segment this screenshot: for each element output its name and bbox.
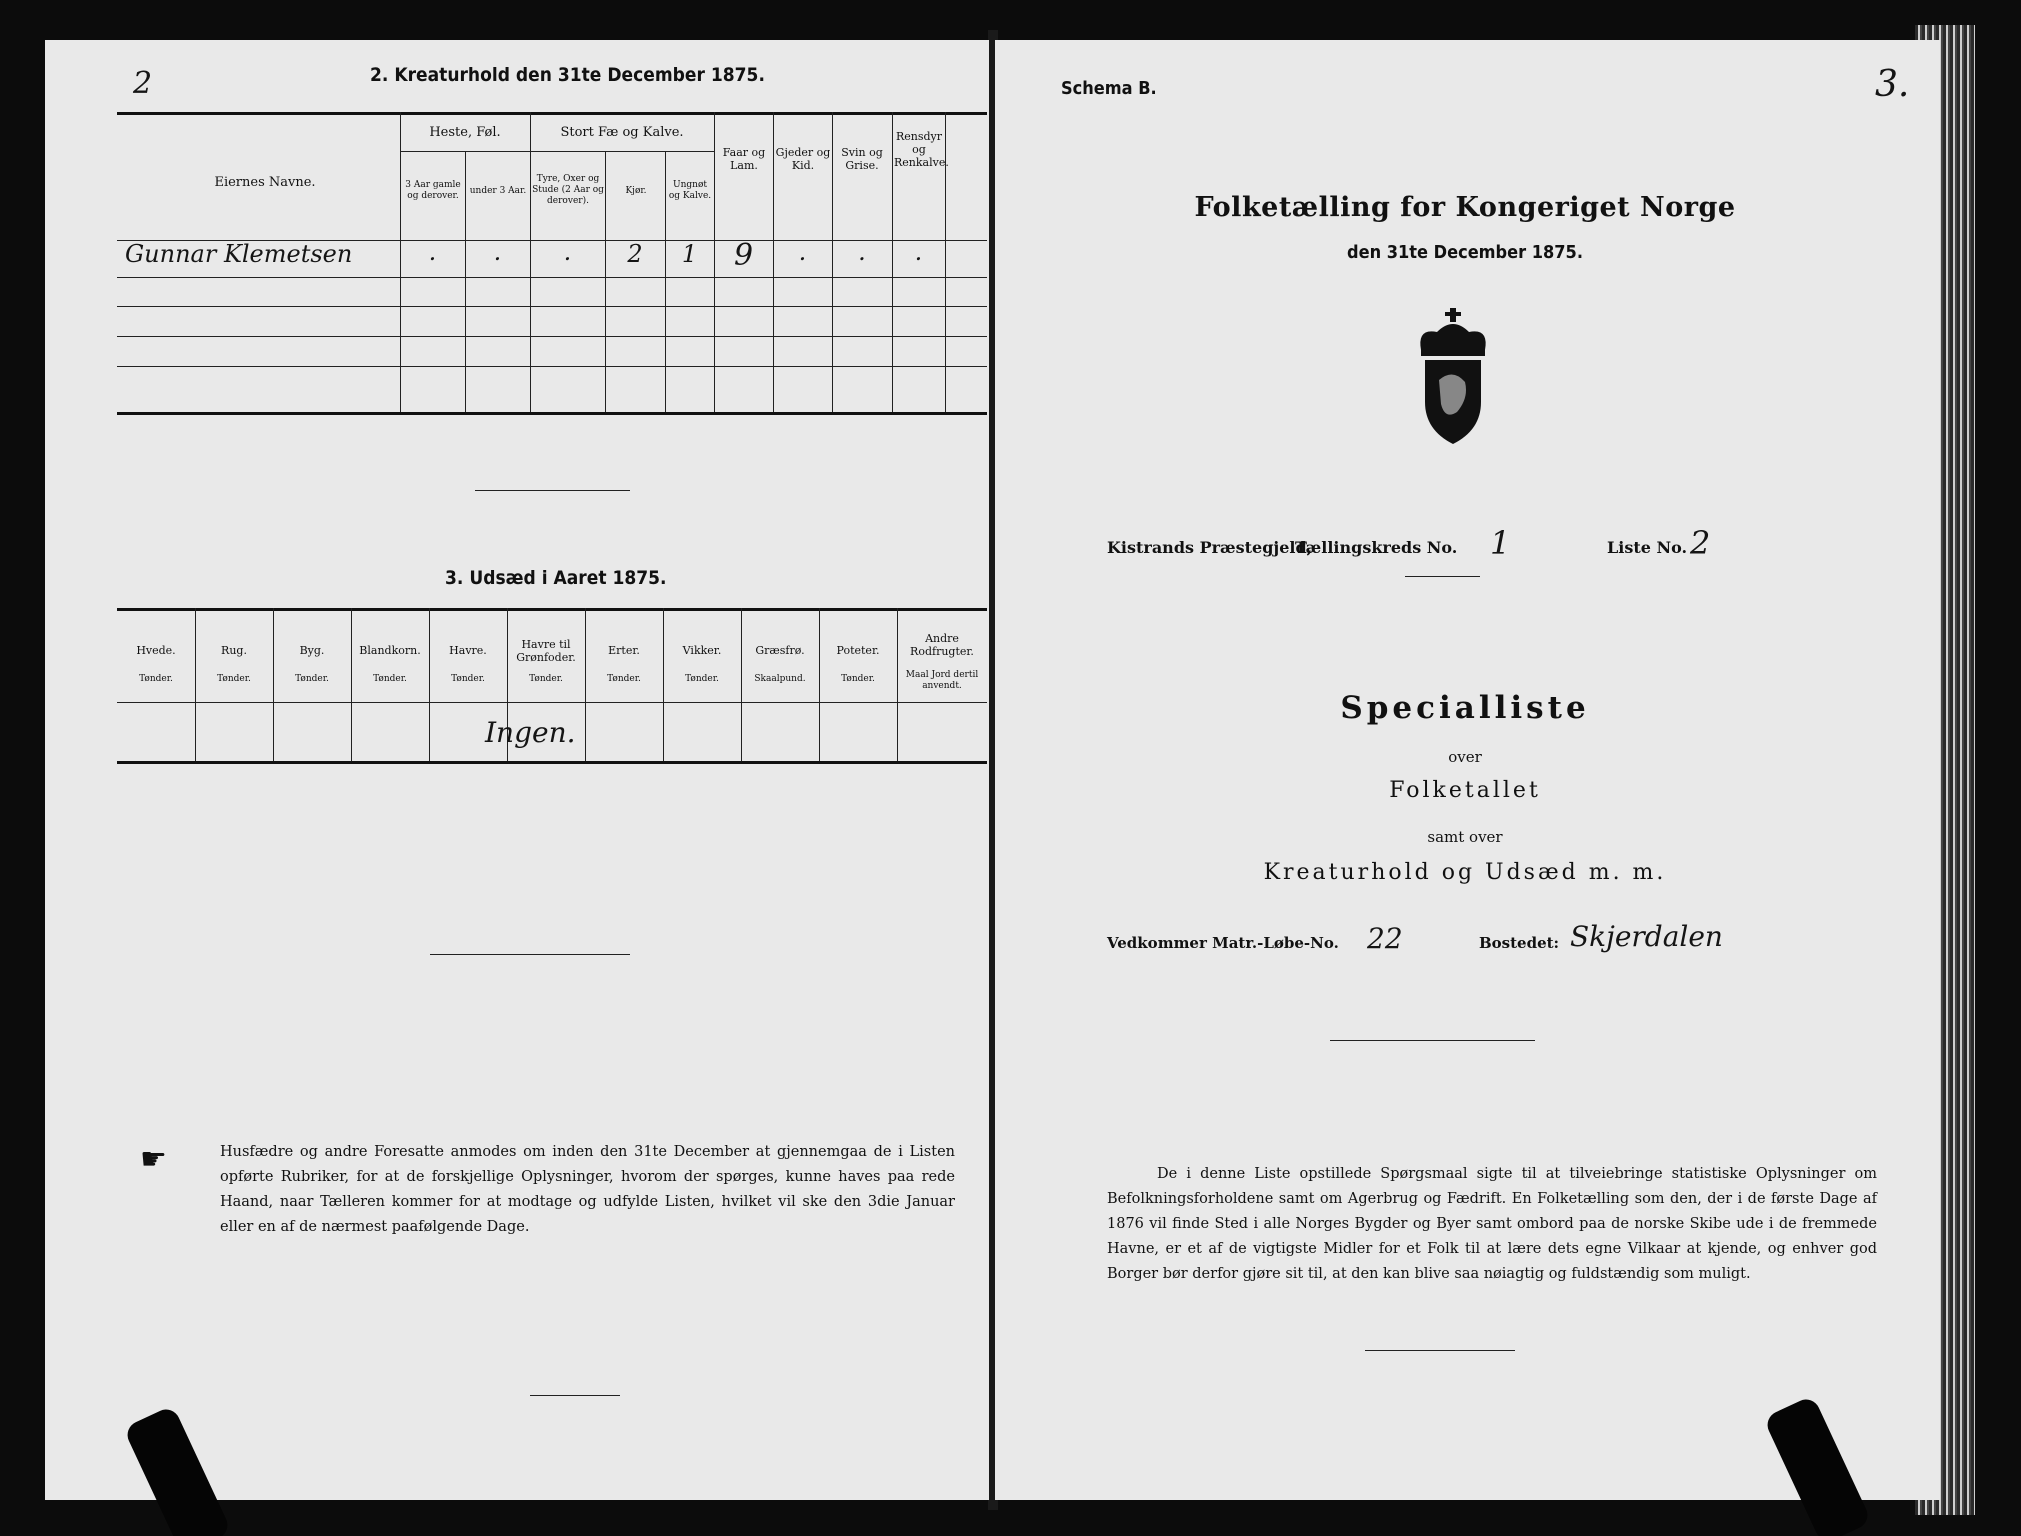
owner-header: Eiernes Navne. <box>214 175 316 190</box>
page-number-right: 3. <box>1875 64 1910 105</box>
prestegjeld-label: Kistrands Præstegjeld, <box>1107 538 1313 557</box>
matr-label: Vedkommer Matr.-Løbe-No. <box>1107 934 1339 952</box>
crop-byg: Byg. <box>299 644 325 657</box>
crop-havre: Havre. <box>449 644 487 657</box>
section2-title: 2. Kreaturhold den 31te December 1875. <box>370 64 765 86</box>
pointing-hand-icon: ☛ <box>140 1142 167 1177</box>
divider <box>430 954 630 955</box>
crop-hvede: Hvede. <box>136 644 176 657</box>
samt-over-text: samt over <box>1427 828 1503 846</box>
header-rensdyr: Rensdyr og Renkalve. <box>894 130 949 169</box>
header-faar: Faar og Lam. <box>722 146 766 172</box>
subheader-tyre: Tyre, Oxer og Stude (2 Aar og derover). <box>532 174 604 206</box>
unit: Tønder. <box>373 674 407 684</box>
table2-row-rule <box>117 277 987 278</box>
left-page <box>45 40 989 1500</box>
table2-row-rule <box>117 336 987 337</box>
notice-text: Husfædre og andre Foresatte anmodes om inden den 31te December at gjennemgaa de i Listen opførte Rubriker, for at de forskjellige Oplysninger, hvorom der spørges, kunne haves paa rede Haand, naar Tælleren kommer for at modtage og udfylde Listen, hvilket vil ske den 3die Januar eller en af de nærmest paafølgende Dage. <box>220 1144 955 1235</box>
divider <box>530 1395 620 1396</box>
unit: Tønder. <box>139 674 173 684</box>
divider <box>1365 1350 1515 1351</box>
value-faar: 9 <box>733 238 754 273</box>
unit: Tønder. <box>295 674 329 684</box>
stort-fae-header: Stort Fæ og Kalve. <box>560 125 684 140</box>
footer-explanation: De i denne Liste opstillede Spørgsmaal sigte til at tilveiebringe statistiske Oplysninger om Befolkningsforholdene samt om Agerbrug og Fædrift. En Folketælling som den, der i de første Dage af 1876 vil finde Sted i alle Norges Bygder og Byer samt ombord paa de norske Skibe ude i de fremmede Havne, er et af de vigtigste Midler for et Folk til at lære dets egne Vilkaar at kjende, og enhver god Borger bør derfor gjøre sit til, at den kan blive saa nøiagtig og fuldstændig som muligt. <box>1107 1166 1877 1282</box>
subheader-heste-young: under 3 Aar. <box>469 186 527 196</box>
table2-row-rule <box>117 366 987 367</box>
specialliste-heading: Specialliste <box>1340 690 1590 726</box>
schema-label: Schema B. <box>1061 78 1157 99</box>
table2-group-rule <box>400 151 714 152</box>
section3-title: 3. Udsæd i Aaret 1875. <box>445 567 667 589</box>
value-kjor: 2 <box>627 240 643 268</box>
crop-poteter: Poteter. <box>836 644 880 657</box>
over-text: over <box>1448 748 1482 766</box>
unit: Tønder. <box>685 674 719 684</box>
value-tyre: . <box>563 238 572 266</box>
unit: Tønder. <box>607 674 641 684</box>
kreds-value: 1 <box>1490 524 1511 562</box>
owner-name: Gunnar Klemetsen <box>125 240 353 268</box>
value-heste-young: . <box>493 238 502 266</box>
crop-rug: Rug. <box>221 644 247 657</box>
crop-havre-gronfoder: Havre til Grønfoder. <box>516 638 576 664</box>
udsaed-entry: Ingen. <box>485 716 576 749</box>
unit: Tønder. <box>217 674 251 684</box>
table3-header-rule <box>117 702 987 703</box>
right-page <box>995 40 1940 1500</box>
unit: Tønder. <box>529 674 563 684</box>
value-ungnot: 1 <box>681 240 698 268</box>
subheader-kjor: Kjør. <box>625 186 647 196</box>
header-svin: Svin og Grise. <box>841 146 883 172</box>
header-gjeder: Gjeder og Kid. <box>775 146 831 172</box>
bostedet-label: Bostedet: <box>1479 934 1560 952</box>
bostedet-value: Skjerdalen <box>1570 920 1723 953</box>
unit: Tønder. <box>451 674 485 684</box>
heste-header: Heste, Føl. <box>429 125 501 140</box>
kreds-label: Tællingskreds No. <box>1295 538 1458 557</box>
page-number-left: 2 <box>133 66 153 101</box>
matr-value: 22 <box>1367 922 1403 955</box>
subheader-ungnot: Ungnøt og Kalve. <box>668 180 712 201</box>
table3-top-rule <box>117 608 987 611</box>
value-heste-old: . <box>428 238 437 266</box>
unit: Skaalpund. <box>754 674 806 684</box>
main-title: Folketælling for Kongeriget Norge <box>1194 192 1736 223</box>
crop-blandkorn: Blandkorn. <box>359 644 421 657</box>
table2-col <box>465 151 466 412</box>
table3-col <box>897 608 898 761</box>
table2-col <box>665 151 666 412</box>
coat-of-arms-icon <box>1407 302 1499 452</box>
value-rensdyr: . <box>914 238 923 266</box>
unit: Tønder. <box>841 674 875 684</box>
value-svin: . <box>858 238 866 266</box>
divider <box>1330 1040 1535 1041</box>
divider <box>1405 576 1480 577</box>
folketallet-text: Folketallet <box>1389 778 1541 803</box>
crop-andre: Andre Rodfrugter. <box>910 632 974 658</box>
table2-bottom-rule <box>117 412 987 415</box>
census-date: den 31te December 1875. <box>1347 242 1583 263</box>
kreaturhold-text: Kreaturhold og Udsæd m. m. <box>1263 860 1667 885</box>
divider <box>475 490 630 491</box>
liste-value: 2 <box>1690 524 1711 562</box>
unit: Maal Jord dertil anvendt. <box>905 670 979 691</box>
subheader-heste-old: 3 Aar gamle og derover. <box>405 180 461 201</box>
crop-erter: Erter. <box>608 644 640 657</box>
crop-vikker: Vikker. <box>682 644 722 657</box>
table2-top-rule <box>117 112 987 115</box>
table2-col <box>605 151 606 412</box>
table3-bottom-rule <box>117 761 987 764</box>
crop-graesfro: Græsfrø. <box>755 644 805 657</box>
liste-label: Liste No. <box>1607 538 1688 557</box>
value-gjeder: . <box>798 238 807 266</box>
table2-row-rule <box>117 306 987 307</box>
